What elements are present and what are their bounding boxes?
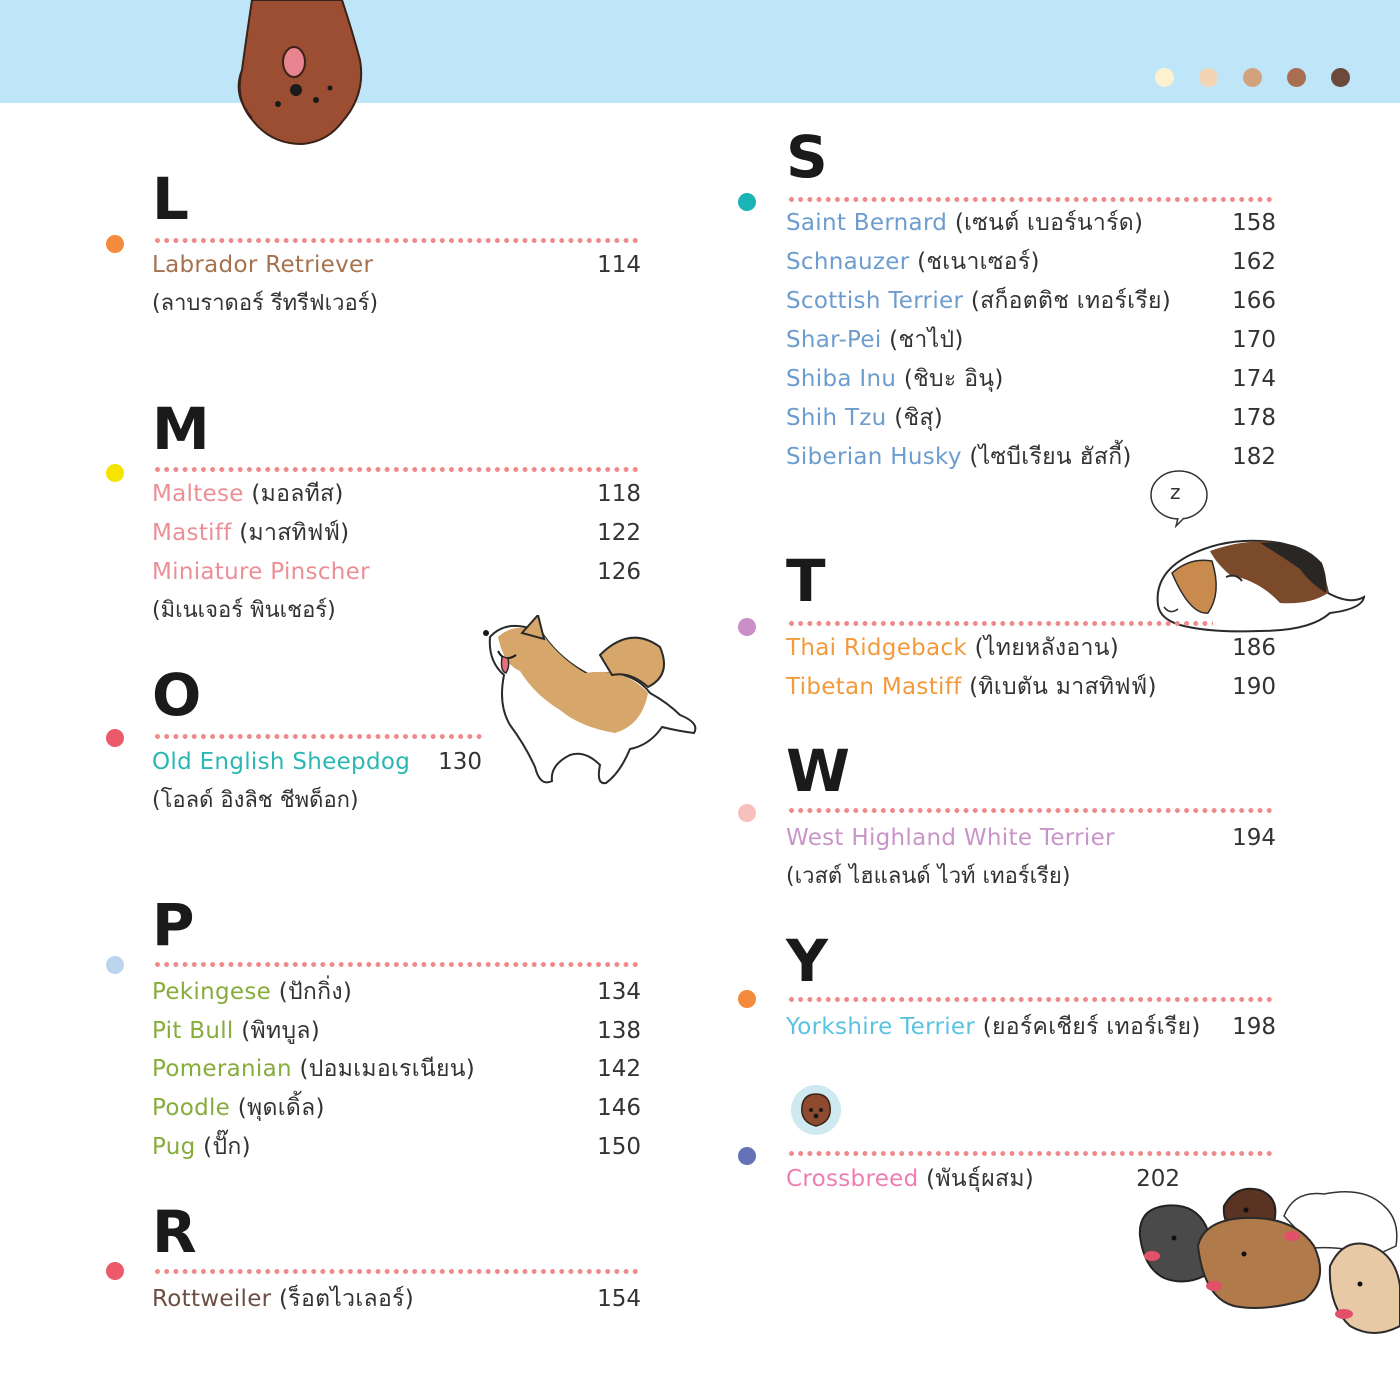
- dot-1: [1155, 68, 1174, 87]
- section-divider-t: [789, 621, 1213, 626]
- entry-shar-pei: Shar-Pei (ชาไป่): [786, 327, 964, 353]
- entry-pit-bull: Pit Bull (พิทบูล): [152, 1018, 321, 1044]
- section-bullet-r: [106, 1262, 124, 1280]
- page-number: 166: [1232, 288, 1276, 314]
- entry-yorkshire-terrier: Yorkshire Terrier (ยอร์คเชียร์ เทอร์เรีย): [786, 1014, 1201, 1040]
- page-number: 170: [1232, 327, 1276, 353]
- entry-pug: Pug (ปั๊ก): [152, 1134, 251, 1160]
- entry-shiba-inu: Shiba Inu (ชิบะ อินุ): [786, 366, 1004, 392]
- section-bullet-m: [106, 464, 124, 482]
- section-divider-y: [789, 997, 1275, 1002]
- section-divider-crossbreed: [789, 1151, 1275, 1156]
- page-number: 178: [1232, 405, 1276, 431]
- section-letter-m: M: [152, 395, 210, 463]
- section-letter-r: R: [152, 1198, 197, 1266]
- page-number: 134: [597, 979, 641, 1005]
- section-letter-y: Y: [786, 927, 828, 995]
- page-number: 146: [597, 1095, 641, 1121]
- page-number: 202: [1136, 1166, 1180, 1192]
- header-band: [0, 0, 1400, 103]
- section-bullet-l: [106, 235, 124, 253]
- page-number: 158: [1232, 210, 1276, 236]
- section-bullet-s: [738, 193, 756, 211]
- entry-miniature-pinscher: Miniature Pinscher: [152, 559, 370, 585]
- section-bullet-w: [738, 804, 756, 822]
- section-letter-w: W: [786, 737, 850, 805]
- entry-saint-bernard: Saint Bernard (เซนต์ เบอร์นาร์ด): [786, 210, 1144, 236]
- section-letter-s: S: [786, 123, 828, 191]
- section-divider-m: [155, 467, 641, 472]
- speech-bubble-text: z: [1170, 480, 1181, 504]
- page-number: 182: [1232, 444, 1276, 470]
- puppy-group-illustration: [1134, 1176, 1400, 1340]
- entry-mastiff: Mastiff (มาสทิฟฟ์): [152, 520, 350, 546]
- page-number: 154: [597, 1286, 641, 1312]
- entry-maltese: Maltese (มอลทีส): [152, 481, 344, 507]
- entry-siberian-husky: Siberian Husky (ไซบีเรียน ฮัสกี้): [786, 444, 1132, 470]
- entry-shih-tzu: Shih Tzu (ชิสุ): [786, 405, 943, 431]
- page-number: 190: [1232, 674, 1276, 700]
- entry-thai-name: (มิเนเจอร์ พินเชอร์): [152, 598, 336, 623]
- section-bullet-o: [106, 729, 124, 747]
- section-divider-r: [155, 1269, 641, 1274]
- page-number: 142: [597, 1056, 641, 1082]
- entry-labrador-retriever: Labrador Retriever: [152, 252, 374, 278]
- page-number: 130: [438, 749, 482, 775]
- page-number: 150: [597, 1134, 641, 1160]
- dot-5: [1331, 68, 1350, 87]
- section-bullet-crossbreed: [738, 1147, 756, 1165]
- section-bullet-y: [738, 990, 756, 1008]
- crossbreed-puppy-icon: [790, 1084, 842, 1136]
- entry-schnauzer: Schnauzer (ชเนาเซอร์): [786, 249, 1040, 275]
- section-bullet-p: [106, 956, 124, 974]
- page-number: 138: [597, 1018, 641, 1044]
- page-dots: [1155, 68, 1350, 87]
- entry-old-english-sheepdog: Old English Sheepdog: [152, 749, 411, 775]
- page-number: 174: [1232, 366, 1276, 392]
- section-letter-t: T: [786, 547, 826, 615]
- section-divider-w: [789, 808, 1275, 813]
- page-number: 126: [597, 559, 641, 585]
- dot-3: [1243, 68, 1262, 87]
- section-letter-p: P: [152, 891, 195, 959]
- section-divider-o: [155, 734, 485, 739]
- section-letter-l: L: [152, 165, 189, 233]
- page-number: 186: [1232, 635, 1276, 661]
- entry-thai-name: (ลาบราดอร์ รีทรีฟเวอร์): [152, 291, 379, 316]
- entry-crossbreed: Crossbreed (พันธุ์ผสม): [786, 1166, 1035, 1192]
- dot-4: [1287, 68, 1306, 87]
- dot-2: [1199, 68, 1218, 87]
- page-number: 122: [597, 520, 641, 546]
- entry-pomeranian: Pomeranian (ปอมเมอเรเนียน): [152, 1056, 476, 1082]
- page-number: 162: [1232, 249, 1276, 275]
- entry-poodle: Poodle (พุดเดิ้ล): [152, 1095, 325, 1121]
- section-divider-s: [789, 197, 1275, 202]
- entry-thai-name: (โอลด์ อิงลิช ชีพด็อก): [152, 788, 359, 813]
- entry-tibetan-mastiff: Tibetan Mastiff (ทิเบตัน มาสทิฟฟ์): [786, 674, 1157, 700]
- poodle-illustration: [232, 0, 372, 150]
- section-bullet-t: [738, 618, 756, 636]
- section-letter-o: O: [152, 661, 202, 729]
- entry-scottish-terrier: Scottish Terrier (สก็อตติช เทอร์เรีย): [786, 288, 1172, 314]
- entry-pekingese: Pekingese (ปักกิ่ง): [152, 979, 353, 1005]
- entry-west-highland-white-terrier: West Highland White Terrier: [786, 825, 1115, 851]
- entry-thai-name: (เวสต์ ไฮแลนด์ ไวท์ เทอร์เรีย): [786, 864, 1071, 889]
- page-number: 198: [1232, 1014, 1276, 1040]
- entry-thai-ridgeback: Thai Ridgeback (ไทยหลังอาน): [786, 635, 1120, 661]
- shiba-illustration: [480, 615, 705, 790]
- page-number: 118: [597, 481, 641, 507]
- page-number: 114: [597, 252, 641, 278]
- entry-rottweiler: Rottweiler (ร็อตไวเลอร์): [152, 1286, 414, 1312]
- section-divider-p: [155, 962, 641, 967]
- section-divider-l: [155, 238, 641, 243]
- page-number: 194: [1232, 825, 1276, 851]
